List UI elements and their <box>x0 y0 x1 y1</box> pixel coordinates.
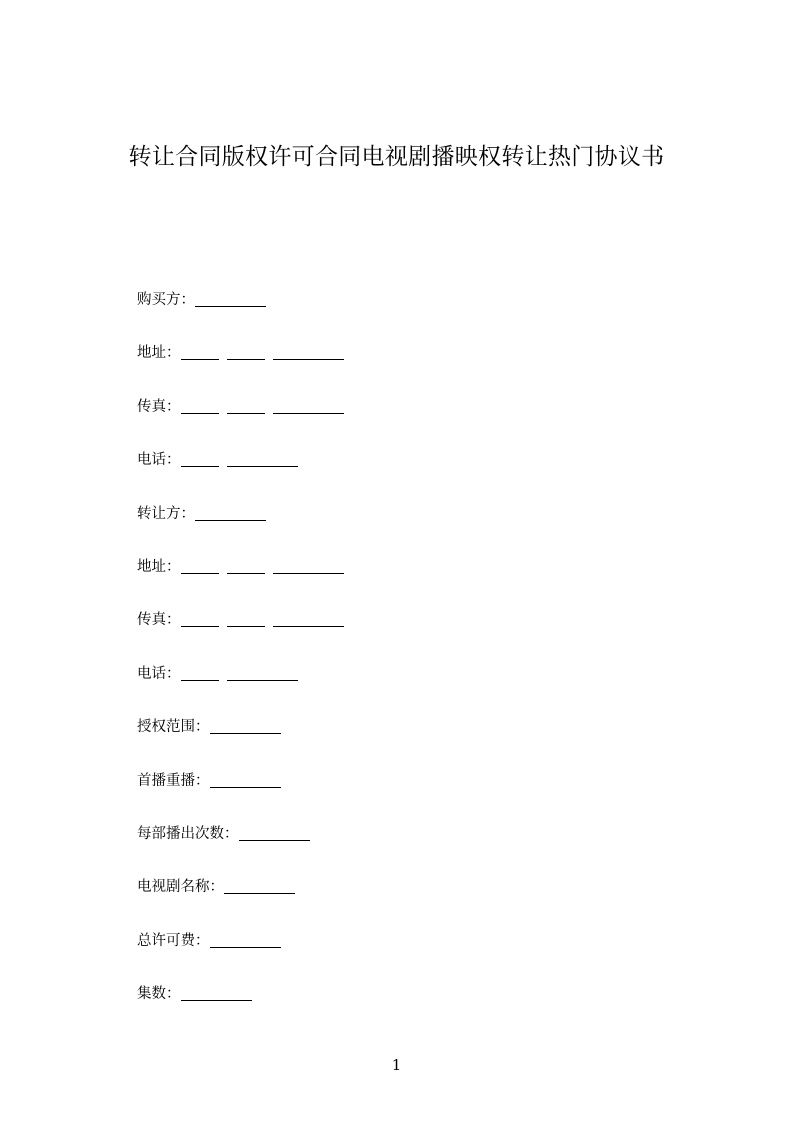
field-label: 首播重播： <box>137 772 210 789</box>
blank-line[interactable] <box>227 447 298 467</box>
field-row <box>137 394 657 447</box>
blank-line[interactable] <box>239 821 310 841</box>
field-row <box>137 340 657 393</box>
document-title: 转让合同版权许可合同电视剧播映权转让热门协议书 <box>128 144 665 170</box>
blank-line[interactable] <box>181 340 219 360</box>
blank-line[interactable] <box>273 554 344 574</box>
blank-line[interactable] <box>181 447 219 467</box>
blank-line[interactable] <box>181 661 219 681</box>
blank-line[interactable] <box>227 661 298 681</box>
field-row <box>137 821 657 874</box>
field-row <box>137 714 657 767</box>
field-row <box>137 768 657 821</box>
blank-line[interactable] <box>181 554 219 574</box>
field-label: 电话： <box>137 665 181 682</box>
field-label: 电话： <box>137 452 181 469</box>
blank-line[interactable] <box>227 607 265 627</box>
field-row <box>137 501 657 554</box>
field-label: 授权范围： <box>137 719 210 736</box>
field-label: 传真： <box>137 398 181 415</box>
field-label: 购买方： <box>137 292 195 308</box>
blank-line[interactable] <box>181 607 219 627</box>
field-label: 电视剧名称： <box>137 879 224 896</box>
field-row <box>137 554 657 607</box>
blank-line[interactable] <box>273 340 344 360</box>
field-row <box>137 928 657 981</box>
page-number: 1 <box>391 1056 402 1074</box>
field-row <box>137 607 657 660</box>
field-label: 每部播出次数： <box>137 825 239 842</box>
field-row <box>137 287 657 340</box>
field-row <box>137 981 657 1034</box>
blank-line[interactable] <box>227 340 265 360</box>
field-label: 地址： <box>137 558 181 575</box>
field-list <box>137 287 657 1034</box>
blank-line[interactable] <box>273 394 344 414</box>
blank-line[interactable] <box>195 287 266 307</box>
blank-line[interactable] <box>181 394 219 414</box>
field-row <box>137 874 657 927</box>
blank-line[interactable] <box>227 554 265 574</box>
blank-line[interactable] <box>210 714 281 734</box>
blank-line[interactable] <box>224 874 295 894</box>
field-label: 转让方： <box>137 505 195 522</box>
field-label: 地址： <box>137 345 181 362</box>
blank-line[interactable] <box>210 768 281 788</box>
blank-line[interactable] <box>227 394 265 414</box>
field-row <box>137 447 657 500</box>
field-row <box>137 661 657 714</box>
blank-line[interactable] <box>273 607 344 627</box>
field-label: 总许可费： <box>137 932 210 949</box>
blank-line[interactable] <box>181 981 252 1001</box>
field-label: 集数： <box>137 986 181 1003</box>
field-label: 传真： <box>137 612 181 629</box>
blank-line[interactable] <box>210 928 281 948</box>
blank-line[interactable] <box>195 501 266 521</box>
